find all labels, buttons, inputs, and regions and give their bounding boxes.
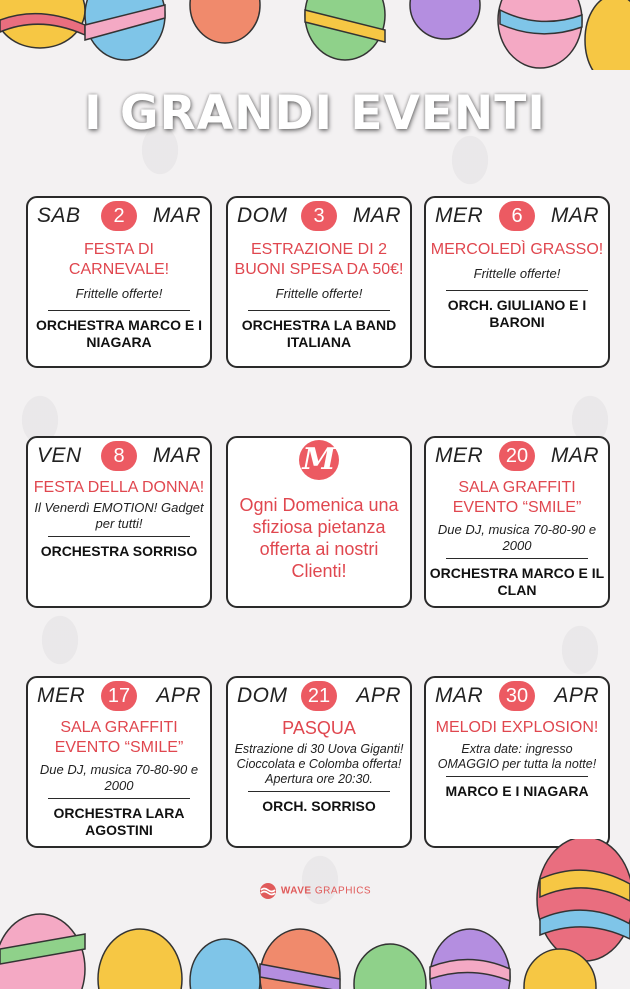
event-month: MAR <box>352 204 401 227</box>
event-weekday: MER <box>37 684 86 707</box>
event-date <box>228 678 410 714</box>
credit-suffix: GRAPHICS <box>311 885 372 897</box>
event-divider <box>48 536 190 537</box>
event-month: APR <box>156 684 201 707</box>
brand-logo-icon: M <box>299 440 339 480</box>
event-divider <box>48 310 190 311</box>
event-card[interactable] <box>226 196 412 368</box>
event-divider <box>446 558 588 559</box>
event-day-badge: 2 <box>101 201 137 231</box>
event-card[interactable] <box>26 676 212 848</box>
event-title: FESTA DI CARNEVALE! <box>68 241 170 278</box>
easter-eggs-bottom-decoration <box>0 839 630 989</box>
promo-card[interactable] <box>226 436 412 608</box>
event-band: ORCHESTRA LA BAND ITALIANA <box>241 317 397 350</box>
event-date <box>426 198 608 234</box>
event-day-badge: 20 <box>499 441 535 471</box>
easter-eggs-top-decoration <box>0 0 630 70</box>
event-day-badge: 8 <box>101 441 137 471</box>
event-divider <box>446 776 588 777</box>
event-description: Frittelle offerte! <box>275 286 363 301</box>
event-day-badge: 21 <box>301 681 337 711</box>
event-title: SALA GRAFFITI EVENTO “SMILE” <box>54 719 184 756</box>
event-weekday: SAB <box>37 204 81 227</box>
event-card[interactable] <box>424 436 610 608</box>
event-card[interactable] <box>424 676 610 848</box>
event-weekday: DOM <box>237 204 288 227</box>
event-day-badge: 6 <box>499 201 535 231</box>
event-weekday: MER <box>435 444 484 467</box>
event-divider <box>248 310 390 311</box>
event-card[interactable] <box>226 676 412 848</box>
event-description: Frittelle offerte! <box>473 266 561 281</box>
event-weekday: MAR <box>435 684 484 707</box>
event-card[interactable] <box>424 196 610 368</box>
event-divider <box>446 290 588 291</box>
event-description: Due DJ, musica 70-80-90 e 2000 <box>39 762 199 793</box>
event-card[interactable] <box>26 436 212 608</box>
event-month: MAR <box>550 444 599 467</box>
event-weekday: DOM <box>237 684 288 707</box>
event-month: APR <box>356 684 401 707</box>
event-band: ORCHESTRA MARCO E IL CLAN <box>429 565 605 598</box>
event-title: MERCOLEDÌ GRASSO! <box>430 241 604 258</box>
easter-eggs-icon <box>0 0 630 70</box>
event-day-badge: 3 <box>301 201 337 231</box>
event-band: ORCH. SORRISO <box>262 798 376 814</box>
event-band: ORCH. GIULIANO E I BARONI <box>447 297 587 330</box>
event-band: ORCHESTRA SORRISO <box>40 543 198 559</box>
event-title: PASQUA <box>282 718 356 738</box>
event-weekday: MER <box>435 204 484 227</box>
event-date <box>28 198 210 234</box>
event-date <box>228 198 410 234</box>
event-description: Frittelle offerte! <box>75 286 163 301</box>
event-month: MAR <box>152 204 201 227</box>
event-title: MELODI EXPLOSION! <box>435 719 599 736</box>
easter-eggs-icon <box>0 839 630 989</box>
event-band: MARCO E I NIAGARA <box>445 783 589 799</box>
event-description: Il Venerdì EMOTION! Gadget per tutti! <box>34 500 204 531</box>
event-title: FESTA DELLA DONNA! <box>33 479 205 496</box>
event-description: Due DJ, musica 70-80-90 e 2000 <box>437 522 597 553</box>
event-title: SALA GRAFFITI EVENTO “SMILE” <box>452 479 582 516</box>
event-band: ORCHESTRA MARCO E I NIAGARA <box>36 317 202 350</box>
event-description: Extra date: ingresso OMAGGIO per tutta la notte! <box>437 742 597 771</box>
promo-text: Ogni Domenica una sfiziosa pietanza offerta ai nostri Clienti! <box>239 495 399 581</box>
event-month: APR <box>554 684 599 707</box>
event-weekday: VEN <box>37 444 82 467</box>
event-day-badge: 30 <box>499 681 535 711</box>
event-date <box>426 438 608 474</box>
event-title: ESTRAZIONE DI 2 BUONI SPESA DA 50€! <box>234 241 404 278</box>
event-date <box>426 678 608 714</box>
page-title: I GRANDI EVENTI <box>84 86 546 141</box>
event-date <box>28 438 210 474</box>
event-band: ORCHESTRA LARA AGOSTINI <box>53 805 185 838</box>
event-date <box>28 678 210 714</box>
event-day-badge: 17 <box>101 681 137 711</box>
event-description: Estrazione di 30 Uova Giganti! Cioccolata e Colomba offerta! Apertura ore 20:30. <box>234 742 404 786</box>
event-divider <box>48 798 190 799</box>
event-divider <box>248 791 390 792</box>
event-month: MAR <box>550 204 599 227</box>
event-card[interactable] <box>26 196 212 368</box>
event-month: MAR <box>152 444 201 467</box>
credit-brand: WAVE <box>280 885 312 897</box>
